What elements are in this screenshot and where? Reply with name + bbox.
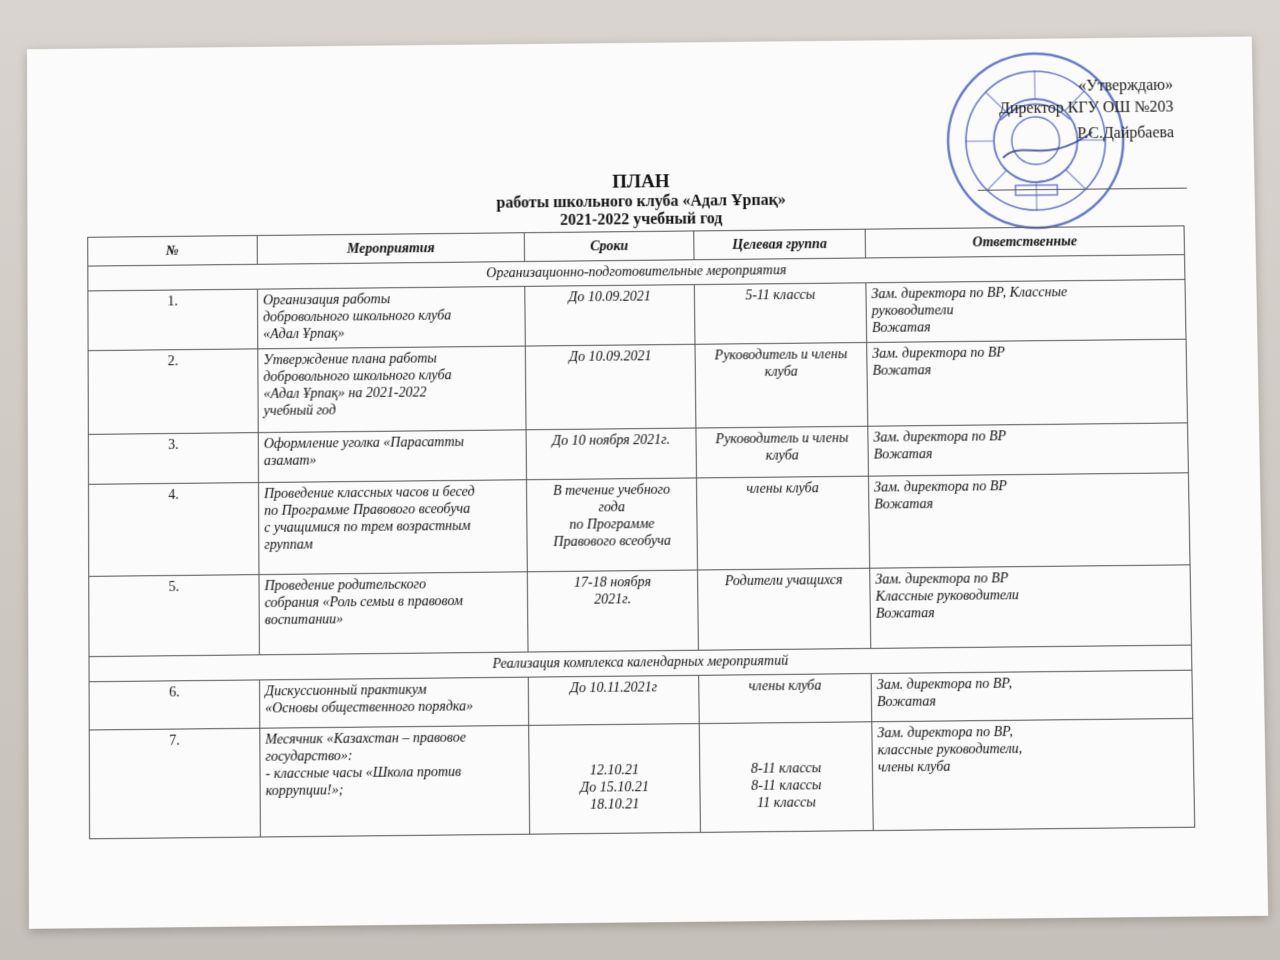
section-title: Организационно-подготовительные мероприятия [88,255,1185,291]
dates-cell [526,428,696,480]
responsible-cell-line: Вожатая [873,447,933,463]
event-cell-line: с учащимися по трем возрастным [264,518,471,536]
responsible-cell [872,718,1195,830]
row-number: 3. [88,433,258,485]
event-cell-line: по Программе Правового всеобуча [264,501,471,519]
row-number: 4. [88,483,258,577]
event-cell-line: государство»: [265,748,353,765]
dates-cell-line: 12.10.21 [589,762,640,779]
dates-cell-line: До 10.09.2021 [568,289,651,306]
approval-signer: Р.С.Дайрбаева [1077,124,1175,143]
responsible-cell-line: Зам. директора по ВР [873,429,1007,446]
event-cell-line: воспитании» [264,612,344,629]
dates-cell-line: До 10.09.2021 [569,349,652,366]
target-cell-line: 11 классы [757,795,816,812]
event-cell-line: Проведение классных часов и бесед [264,484,475,502]
responsible-cell-line: Вожатая [871,320,931,336]
responsible-cell-line: Классные руководители [875,588,1019,605]
target-cell-line: члены клуба [748,678,822,695]
table-row [89,565,1192,657]
responsible-cell-line: Зам. директора по ВР, [876,676,1013,694]
responsible-cell-line: Вожатая [874,496,934,513]
target-cell-line: клуба [764,364,798,380]
table-row [88,339,1187,434]
responsible-cell-line: Зам. директора по ВР, [877,724,1014,742]
event-cell-line: азамат» [263,453,317,469]
event-cell [258,430,526,483]
event-cell [258,480,527,575]
table-row [88,473,1190,577]
row-number: 2. [88,349,258,435]
dates-cell [525,344,696,430]
responsible-cell-line: Зам. директора по ВР [875,571,1009,588]
responsible-cell-line: члены клуба [877,759,951,776]
responsible-cell [870,565,1192,649]
dates-cell-line: 17-18 ноября [574,574,652,591]
target-cell-line: Руководитель и члены [714,347,848,364]
approval-position: Директор КГУ ОШ №203 [999,98,1174,118]
responsible-cell-line: Зам. директора по ВР [872,345,1005,362]
dates-cell-line: 18.10.21 [590,797,640,813]
event-cell-line: Организация работы [262,292,391,309]
target-cell [694,283,866,344]
title-subtitle: работы школьного клуба «Адал Ұрпақ» [496,191,786,212]
responsible-cell [868,473,1190,568]
target-cell [699,722,873,833]
event-cell-line: «Адал Ұрпақ» на 2021-2022 [263,385,427,403]
event-cell-line: «Адал Ұрпақ» [263,326,345,343]
row-number: 6. [89,680,260,730]
dates-cell-line: Правового всеобуча [553,533,671,550]
target-cell-line: Родители учащихся [724,572,843,590]
event-cell-line: Дискуссионный практикум [265,682,427,700]
event-cell [257,286,525,348]
header-responsible: Ответственные [865,226,1184,258]
event-cell-line: добровольного школьного клуба [263,308,452,326]
responsible-cell-line: Зам. директора по ВР [874,479,1007,496]
event-cell-line: Проведение родительского [264,577,427,595]
responsible-cell-line: руководители [871,303,954,320]
responsible-cell-line: Вожатая [875,606,935,622]
target-cell-line: 8-11 классы [750,761,822,777]
event-cell-line: добровольного школьного клуба [263,368,452,386]
event-cell-line: «Основы общественного порядка» [265,699,474,717]
event-cell [259,572,528,655]
title-year: 2021-2022 учебный год [560,210,723,229]
event-cell-line: коррупции!»; [265,783,344,800]
target-cell-line: 8-11 классы [750,778,822,795]
responsible-cell [866,279,1186,342]
target-cell [696,476,869,570]
title-main: ПЛАН [612,171,670,193]
section-title: Реализация комплекса календарных мероприятий [89,645,1192,682]
target-cell-line: 5-11 классы [745,287,816,304]
event-cell-line: учебный год [263,403,336,420]
target-cell [695,342,868,428]
target-cell-line: члены клуба [746,481,819,497]
dates-cell-line: В течение учебного [552,482,671,499]
dates-cell-line: До 10.11.2021г [569,680,658,697]
table-row [89,718,1194,838]
dates-cell-line: До 15.10.21 [580,779,650,796]
responsible-cell [868,423,1189,476]
responsible-cell-line: Вожатая [872,363,932,379]
approval-heading: «Утверждаю» [1078,76,1174,95]
header-events: Мероприятия [257,233,524,265]
row-number: 1. [88,289,258,350]
document-page [27,37,1268,929]
event-cell [260,677,529,728]
dates-cell [529,724,701,835]
target-cell [699,674,872,724]
dates-cell-line: 2021г. [594,592,632,608]
target-cell [698,568,871,650]
event-cell-line: Оформление уголка «Парасатты [263,434,464,453]
dates-cell [527,570,698,652]
dates-cell [528,675,699,725]
dates-cell-line: года [598,500,626,516]
dates-cell-line: по Программе [569,516,655,533]
event-cell-line: - классные часы «Школа против [265,764,462,782]
header-target-group: Целевая группа [694,229,866,260]
header-number: № [88,236,258,267]
responsible-cell-line: классные руководители, [877,741,1023,759]
responsible-cell-line: Зам. директора по ВР, Классные [871,285,1068,303]
dates-cell [525,285,695,346]
event-cell-line: собрания «Роль семьи в правовом [264,594,463,612]
dates-cell-line [534,727,694,746]
target-cell-line [705,725,867,744]
plan-table [87,225,1195,839]
event-cell [258,346,526,433]
event-cell [260,725,530,837]
target-cell-line: клуба [765,448,799,464]
row-number: 7. [89,728,260,839]
responsible-cell [871,670,1193,722]
event-cell-line: группам [264,537,313,554]
target-cell-line: Руководитель и члены [715,430,849,448]
event-cell-line: Утверждение плана работы [263,351,437,369]
row-number: 5. [89,575,260,657]
target-cell-line [705,742,867,761]
dates-cell-line: До 10 ноября 2021г. [552,432,671,449]
target-cell [696,426,869,478]
responsible-cell-line: Вожатая [876,694,937,711]
dates-cell [526,478,697,572]
event-cell-line: Месячник «Казахстан – правовое [265,730,467,748]
dates-cell-line [534,744,694,763]
responsible-cell [867,339,1188,426]
header-dates: Сроки [524,231,694,262]
approval-block [999,75,1174,146]
